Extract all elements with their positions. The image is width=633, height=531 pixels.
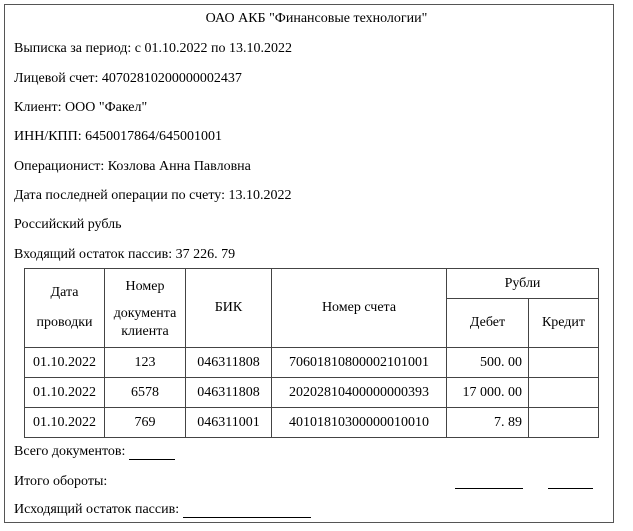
closing-balance-label: Исходящий остаток пассив:: [14, 502, 180, 517]
row-date: 01.10.2022: [25, 408, 105, 438]
row-account: 70601810800002101001: [272, 348, 447, 378]
account-line: Лицевой счет: 40702810200000002437: [14, 71, 242, 86]
row-credit: [529, 378, 599, 408]
header-credit: Кредит: [529, 299, 599, 348]
row-bik: 046311808: [186, 348, 272, 378]
header-doc-line3: клиента: [121, 324, 169, 339]
closing-balance-line: [14, 502, 311, 518]
closing-balance-blank: [183, 503, 311, 518]
table-row: [25, 378, 599, 408]
total-docs-label: Всего документов:: [14, 444, 126, 459]
row-doc: 6578: [105, 378, 186, 408]
statement-table: [24, 268, 599, 438]
header-doc-line1: Номер: [125, 279, 165, 294]
turnover-credit-blank: [548, 488, 593, 489]
client-line: Клиент: ООО "Факел": [14, 100, 148, 115]
header-date-line2: проводки: [36, 315, 93, 330]
total-docs-blank: [129, 445, 175, 460]
row-doc: 123: [105, 348, 186, 378]
row-account: 20202810400000000393: [272, 378, 447, 408]
table-row: [25, 348, 599, 378]
header-doc-line2: документа: [113, 306, 177, 321]
currency-line: Российский рубль: [14, 217, 122, 232]
row-debit: 7. 89: [447, 408, 529, 438]
row-credit: [529, 348, 599, 378]
row-credit: [529, 408, 599, 438]
row-doc: 769: [105, 408, 186, 438]
row-bik: 046311001: [186, 408, 272, 438]
bank-title: ОАО АКБ "Финансовые технологии": [205, 11, 428, 26]
row-bik: 046311808: [186, 378, 272, 408]
header-date-line1: Дата: [50, 285, 79, 300]
operator-line: Операционист: Козлова Анна Павловна: [14, 159, 251, 174]
header-bik: БИК: [186, 269, 272, 348]
row-account: 40101810300000010010: [272, 408, 447, 438]
period-line: Выписка за период: с 01.10.2022 по 13.10.2022: [14, 41, 293, 56]
row-date: 01.10.2022: [25, 378, 105, 408]
row-date: 01.10.2022: [25, 348, 105, 378]
turnover-debit-blank: [455, 488, 523, 489]
header-debit: Дебет: [447, 299, 529, 348]
table-row: [25, 408, 599, 438]
header-date: [25, 269, 105, 348]
turnover-label: Итого обороты:: [14, 474, 108, 489]
header-doc: [105, 269, 186, 348]
header-account: Номер счета: [272, 269, 447, 348]
row-debit: 500. 00: [447, 348, 529, 378]
header-rubles: Рубли: [447, 269, 599, 299]
total-docs-line: [14, 444, 175, 460]
row-debit: 17 000. 00: [447, 378, 529, 408]
opening-balance-line: Входящий остаток пассив: 37 226. 79: [14, 247, 236, 262]
last-operation-line: Дата последней операции по счету: 13.10.2022: [14, 188, 292, 203]
inn-line: ИНН/КПП: 6450017864/645001001: [14, 129, 223, 144]
